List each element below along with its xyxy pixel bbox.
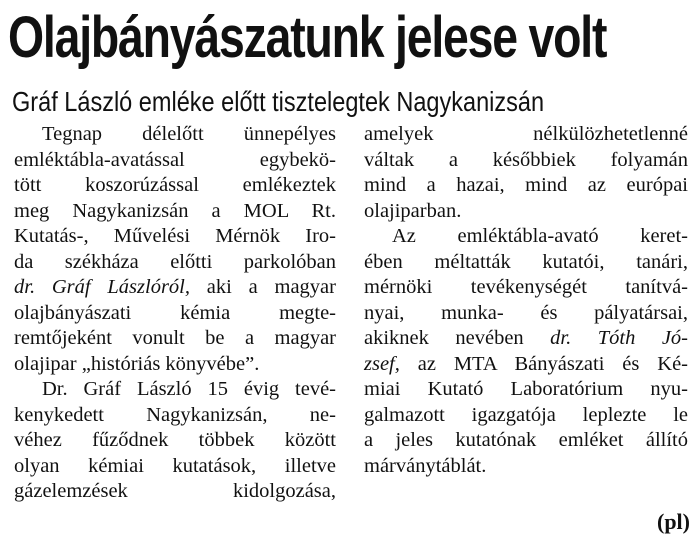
line-text: emléktábla-avatással egybekö- xyxy=(14,148,336,171)
article-column-right xyxy=(364,122,688,479)
article-headline: Olajbányászatunk jelese volt xyxy=(8,5,607,70)
line-text: olajbányászati kémia megte- xyxy=(14,301,336,324)
line-text: ében méltatták kutatói, tanári, xyxy=(364,250,688,273)
line-text: váltak a későbbiek folyamán xyxy=(364,148,688,171)
text-line xyxy=(14,199,336,225)
text-line xyxy=(14,173,336,199)
line-text: remtőjeként vonult be a magyar xyxy=(14,327,336,349)
italic-name-text: dr. Gráf Lászlóról, xyxy=(14,276,190,298)
text-line xyxy=(14,428,336,454)
line-text: nyai, munka- és pályatársai, xyxy=(364,301,688,324)
text-line xyxy=(14,301,336,327)
line-text: akiknek nevében xyxy=(364,327,551,349)
line-text: galmazott igazgatója leplezte le xyxy=(364,403,688,426)
text-line xyxy=(364,173,688,199)
line-text: miai Kutató Laboratórium nyu- xyxy=(364,378,688,400)
text-line xyxy=(14,479,336,505)
line-text: aki a magyar xyxy=(190,276,336,298)
text-line xyxy=(14,403,336,429)
line-text: Kutatás-, Művelési Mérnök Iro- xyxy=(14,225,336,247)
author-signature: (pl) xyxy=(657,509,690,534)
italic-name-text: zsef, xyxy=(364,352,400,375)
text-line xyxy=(364,122,688,148)
line-text: gázelemzések kidolgozása, xyxy=(14,480,336,502)
line-text: véhez fűződnek többek között xyxy=(14,429,336,451)
article-subheadline: Gráf László emléke előtt tisztelegtek Nagykanizsán xyxy=(12,86,545,117)
line-text: da székháza előtti parkolóban xyxy=(14,250,336,273)
italic-name-text: dr. Tóth Jó- xyxy=(550,327,688,349)
text-line xyxy=(14,352,336,378)
text-line xyxy=(14,148,336,174)
text-line xyxy=(14,224,336,250)
line-text: olajipar „históriás könyvébe”. xyxy=(14,352,260,375)
text-line xyxy=(14,454,336,480)
line-text: amelyek nélkülözhetetlenné xyxy=(364,123,688,145)
text-line xyxy=(364,301,688,327)
line-text: Dr. Gráf László 15 évig tevé- xyxy=(42,378,336,400)
article-column-left xyxy=(14,122,336,505)
text-line xyxy=(364,199,688,225)
text-line xyxy=(364,224,688,250)
line-text: az MTA Bányászati és Ké- xyxy=(399,352,688,375)
line-text: mérnöki tevékenységét tanítvá- xyxy=(364,276,688,298)
text-line xyxy=(364,377,688,403)
line-text: Tegnap délelőtt ünnepélyes xyxy=(42,123,336,145)
line-text: tött koszorúzással emlékeztek xyxy=(14,174,336,196)
text-line xyxy=(364,403,688,429)
line-text: Az emléktábla-avató keret- xyxy=(392,225,688,247)
text-line xyxy=(14,377,336,403)
line-text: kenykedett Nagykanizsán, ne- xyxy=(14,403,336,426)
text-line xyxy=(14,122,336,148)
text-line xyxy=(14,326,336,352)
text-line xyxy=(14,250,336,276)
line-text: márványtáblát. xyxy=(364,454,487,477)
text-line xyxy=(364,275,688,301)
text-line xyxy=(364,454,688,480)
text-line xyxy=(364,326,688,352)
line-text: olajiparban. xyxy=(364,199,462,222)
text-line xyxy=(364,148,688,174)
line-text: a jeles kutatónak emléket állító xyxy=(364,429,688,451)
text-line xyxy=(364,352,688,378)
text-line xyxy=(364,428,688,454)
line-text: olyan kémiai kutatások, illetve xyxy=(14,454,336,477)
text-line xyxy=(364,250,688,276)
line-text: meg Nagykanizsán a MOL Rt. xyxy=(14,199,336,222)
line-text: mind a hazai, mind az európai xyxy=(364,174,688,196)
text-line xyxy=(14,275,336,301)
